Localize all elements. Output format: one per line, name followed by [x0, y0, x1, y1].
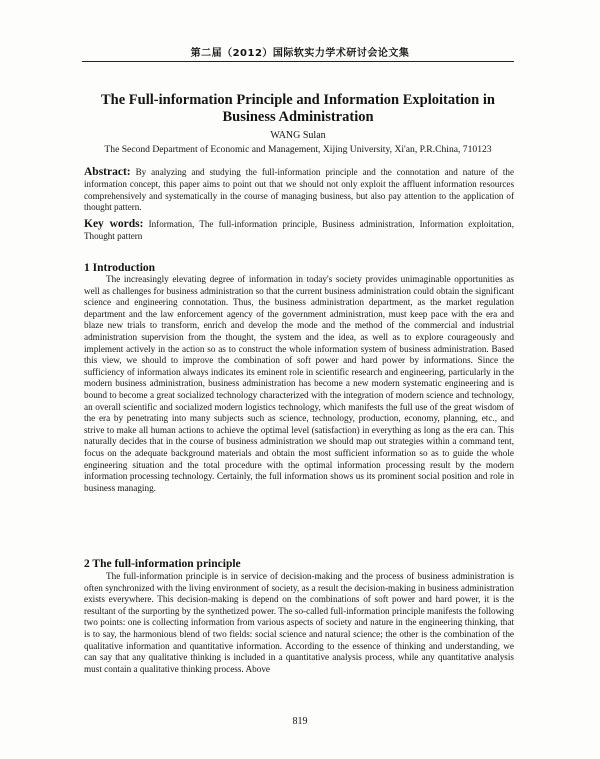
- running-header: 第二届（2012）国际软实力学术研讨会论文集: [190, 48, 410, 59]
- keywords-label: Key words:: [84, 218, 144, 230]
- page-number: 819: [292, 716, 308, 727]
- section-body-introduction: The increasingly elevating degree of information in today's society provides unimaginable opportunities as well as challenges for business administration so that the current business administration could obtain the significant science and engineering connotation. Thus, the business administration department, as the market regulation department and the law enforcement agency of the government administration, must keep pace with the era and blaze new trials to transform, enrich and develop the mode and the method of the commercial and industrial administration supervision from the thought, the system and the idea, as well as to explore courageously and implement actively in the action so as to construct the whole information system of business administration. Based this view, we should to improve the combination of soft power and hard power by informations. Since the sufficiency of information always indicates its eminent role in scientific research and engineering, particularly in the modern business administration, business administration has become a new modern systematic engineering and is bound to become a great socialized technology characterized with the integration of modern science and technology, an overall scientific and socialized modern logistics technology, which manifests the full use of the great wisdom of the era by penetrating into many subjects such as science, technology, production, economy, planning, etc., and strive to make all human actions to achieve the optimal level (satisfaction) in everything as long as the era can. This naturally decides that in the course of business administration we should map out strategies within a command tent, focus on the adequate background materials and obtain the most sufficient information so as to guide the whole engineering situation and the total procedure with the optimal information processing result by the modern information processing technology. Certainly, the full information shows us its prominent social position and role in business managing.: [84, 274, 514, 493]
- abstract: [84, 167, 514, 214]
- header-rule: [82, 61, 514, 62]
- section-heading-introduction: 1 Introduction: [84, 262, 156, 274]
- author-name: WANG Sulan: [270, 130, 326, 141]
- abstract-text: By analyzing and studying the full-information principle and the connotation and nature of the information concept, this paper aims to point out that we should not only exploit the affluent information resources comprehensively and systematically in the course of managing business, but also pay attention to the application of thought pattern.: [84, 167, 514, 213]
- section-body-full-information-principle: The full-information principle is in service of decision-making and the process of business administration is often synchronized with the living environment of society, as a result the decision-making in business administration exists everywhere. This decision-making is depend on the combinations of soft power and hard power, it is the resultant of the surporting by the synthetized power. The so-called full-information principle manifests the following two points: one is collecting information from various aspects of society and nature in the engineering thinking, that is to say, the harmonious blend of two fields: social science and natural science; the other is the combination of the qualitative information and quantitative information. According to the essence of thinking and understanding, we can say that any qualitative thinking is included in a quantitative analysis process, while any quantitative analysis must contain a qualitative thinking process. Above: [84, 571, 514, 674]
- section-heading-full-information-principle: 2 The full-information principle: [84, 558, 241, 570]
- keywords: [84, 219, 514, 243]
- keywords-text: Information, The full-information principle, Business administration, Information exploitation, Thought pattern: [84, 219, 514, 241]
- abstract-label: Abstract:: [84, 166, 131, 178]
- author-affiliation: The Second Department of Economic and Management, Xijing University, Xi'an, P.R.China, 710123: [104, 144, 492, 155]
- paper-title: The Full-information Principle and Information Exploitation in Business Administration: [101, 92, 495, 125]
